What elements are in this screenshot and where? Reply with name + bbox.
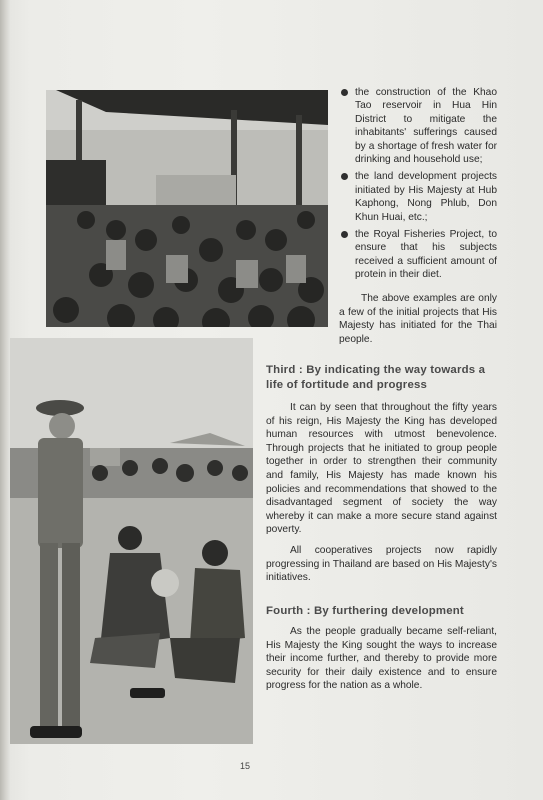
bullet-text: the construction of the Khao Tao reservoir in Hua Hin District to mitigate the inhabitants' sufferings caused by a shortage of fresh water for drinking and household use; bbox=[355, 87, 497, 166]
intro-paragraph: The above examples are only a few of the initial projects that His Majesty has initiated for the Thai people. bbox=[339, 293, 497, 345]
page-number: 15 bbox=[239, 761, 250, 771]
bullet-item-royal-fisheries bbox=[339, 228, 497, 282]
bullet-text: the land development projects initiated by His Majesty at Hub Kaphong, Nong Phlub, Don Khun Huai, etc.; bbox=[355, 171, 497, 223]
bullet-dot bbox=[341, 173, 348, 180]
bullet-item-land-development bbox=[339, 170, 497, 224]
photo-crowd-pavilion bbox=[46, 90, 328, 327]
fourth-paragraph-1: As the people gradually became self-reliant, His Majesty the King sought the ways to increase their income further, and thereby to provide more security for their daily existence and to ensure progress for the nation as a whole. bbox=[266, 626, 497, 692]
book-gutter bbox=[0, 0, 10, 800]
bullet-text: the Royal Fisheries Project, to ensure that his subjects received a sufficient amount of protein in their diet. bbox=[355, 229, 497, 281]
heading-fourth: Fourth : By furthering development bbox=[266, 605, 464, 617]
heading-third: Third : By indicating the way towards a life of fortitude and progress bbox=[266, 364, 486, 391]
project-bullet-list bbox=[339, 86, 497, 286]
bullet-dot bbox=[341, 231, 348, 238]
bullet-dot bbox=[341, 89, 348, 96]
photo-kneeling-villagers bbox=[10, 338, 253, 744]
third-paragraph-1: It can by seen that throughout the fifty years of his reign, His Majesty the King has developed human resources with utmost benevolence. Through projects that he initiated to group people together in order to strengthen their community and family, His Majesty has made known his policies and recommendations that showed to the disadvantaged segment of society the way whereby it can make a more secure stand against poverty. bbox=[266, 402, 497, 536]
third-paragraph-2: All cooperatives projects now rapidly progressing in Thailand are based on His Majesty's initiatives. bbox=[266, 545, 497, 584]
bullet-item-khao-tao bbox=[339, 86, 497, 166]
